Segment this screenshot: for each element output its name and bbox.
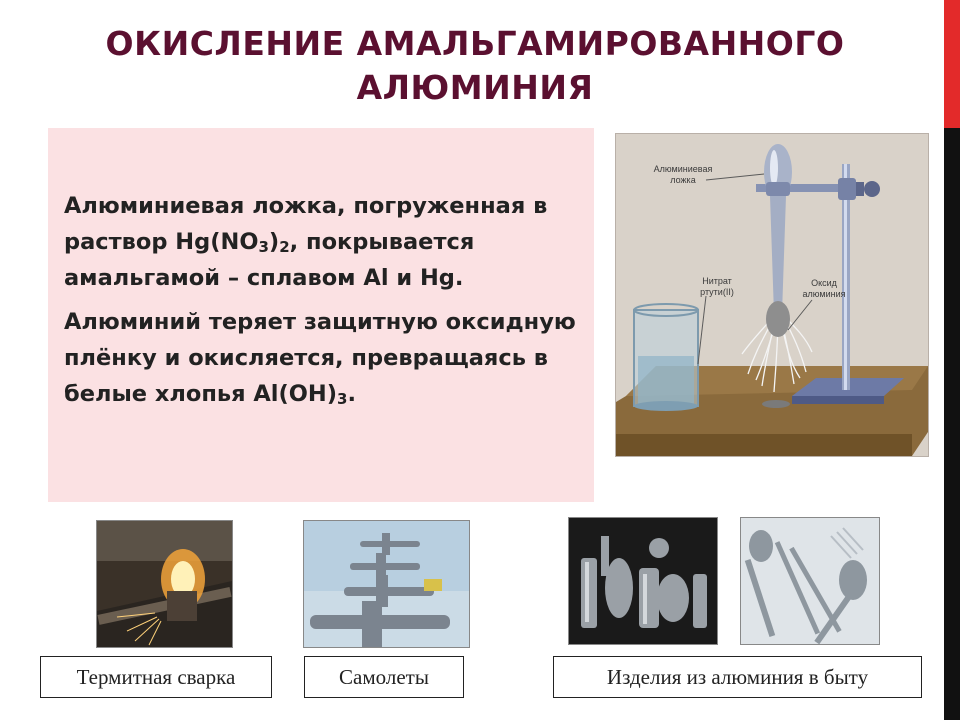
subscript-2: 2 (279, 238, 290, 256)
subscript-3: 3 (258, 238, 269, 256)
label-oxide: Оксид алюминия (802, 278, 846, 299)
paragraph-oxidation-text-2: . (347, 381, 357, 407)
label-spoon: Алюминиевая ложка (653, 164, 713, 185)
label-nitrate: Нитрат ртути(II) (700, 276, 734, 297)
accent-bar-red (944, 0, 960, 128)
paragraph-oxidation (64, 304, 576, 412)
photo-household-items (568, 517, 718, 645)
paragraph-amalgam-text-2: ) (268, 229, 280, 255)
photo-cutlery (740, 517, 880, 645)
caption-airplanes: Самолеты (304, 656, 464, 698)
subscript-3: 3 (337, 390, 348, 408)
paragraph-oxidation-text-1: Алюминий теряет защитную оксидную плёнку и окисляется, превращаясь в белые хлопья Al(OH) (64, 309, 576, 407)
photo-airplanes (303, 520, 470, 648)
caption-household-items: Изделия из алюминия в быту (553, 656, 922, 698)
accent-bar-dark (944, 128, 960, 720)
paragraph-amalgam (64, 188, 576, 296)
caption-thermite-welding: Термитная сварка (40, 656, 272, 698)
text-box (48, 128, 594, 502)
lab-apparatus-illustration (615, 133, 929, 457)
paragraph-amalgam-text-3: , покрывается амальгамой – сплавом Al и Hg. (64, 229, 475, 291)
slide-title: ОКИСЛЕНИЕ АМАЛЬГАМИРОВАННОГО АЛЮМИНИЯ (105, 24, 845, 107)
paragraph-amalgam-text-1: Алюминиевая ложка, погруженная в раствор Hg(NO (64, 193, 548, 255)
photo-thermite-welding (96, 520, 233, 648)
